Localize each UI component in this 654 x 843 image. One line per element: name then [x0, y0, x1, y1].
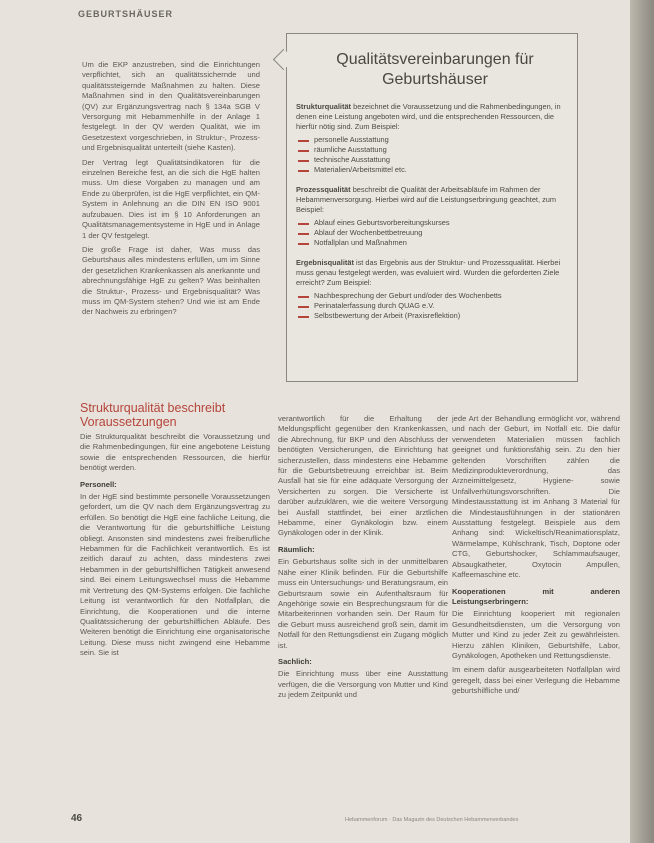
page-footer: Hebammenforum · Das Magazin des Deutschen Hebammenverbandes: [345, 817, 519, 823]
result-paragraph: Ergebnisqualität ist das Ergebnis aus der Struktur- und Prozessqualität. Hierbei muss genau festgelegt werden, was evaluiert wird. Wurden die geforderten Ziele erreicht? Zum Beispiel:: [296, 258, 561, 287]
list-item: Materialien/Arbeitsmittel etc.: [296, 165, 564, 175]
body-paragraph: Die Einrichtung muss über eine Ausstattung verfügen, die die Versorgung von Mutter und Kind zu jedem Zeitpunkt und: [278, 669, 448, 700]
subheading-raeumlich: Räumlich:: [278, 544, 315, 554]
intro-paragraph: Der Vertrag legt Qualitätsindikatoren für die einzelnen Bereiche fest, an die sich die HgE halten muss. Um diese Vorgaben zu managen und am Ende zu überprüfen, ist die HgE verpflichtet, ein QM-System in Anlehnung an die DIN EN ISO 9001 aufzubauen. Dies ist im § 10 Anforderungen an Qualitätsmanagementsysteme in HgE und in Anlage 1 der QV festgelegt.: [82, 157, 260, 240]
page-number: 46: [71, 813, 83, 824]
body-paragraph: In der HgE sind bestimmte personelle Voraussetzungen gefordert, um die QV nach dem Ergänzungsvertrag zu erfüllen. So benötigt die HgE eine fachliche Leitung, die die Verantwortung für die geburtshilfliche Leistung obliegt. Ansonsten sind mindestens zwei freiberufliche Hebammen für die Fachlichkeit verantwortlich. Es ist zeitlich darauf zu achten, dass mindestens zwei Hebammen in der geburtshilflichen Tätigkeit anwesend sind. Bei einem Leitungswechsel muss die Hebamme mit Vertretung des QM-Systems erfolgen. Die fachliche Leitung ist verantwortlich für den Notfallplan, die Einrichtung, die Kooperationen und die interne Qualitätssicherung der geburtshilflichen Abläufe. Des Weiteren benötigt die Einrichtung eine organisatorische Leitung. Diese muss nicht zwingend eine Hebamme sein. Sie ist: [80, 492, 270, 658]
body-column-1: [80, 432, 270, 663]
info-box-body: [296, 102, 564, 331]
list-item: Selbstbewertung der Arbeit (Praxisreflektion): [296, 311, 564, 321]
list-item: räumliche Ausstattung: [296, 145, 564, 155]
result-list: [296, 291, 564, 321]
process-list: [296, 218, 564, 248]
body-paragraph: Die Strukturqualität beschreibt die Voraussetzung und die Rahmenbedingungen, für eine angebotene Leistung sowie die entsprechenden Ressourcen, die hierfür benötigt werden.: [80, 432, 270, 473]
list-item: Nachbesprechung der Geburt und/oder des Wochenbetts: [296, 291, 564, 301]
list-item: Perinatalerfassung durch QUAG e.V.: [296, 301, 564, 311]
subheading-sachlich: Sachlich:: [278, 656, 312, 666]
body-paragraph: Ein Geburtshaus sollte sich in der unmittelbaren Nähe einer Klinik befinden. Für die Geburtshilfe muss ein Untersuchungs- und Beratungsraum, ein Geburtsraum sowie ein Aufenthaltsraum für Angehörige sowie ein Besprechungsraum für die Mitarbeiterinnen vorhanden sein. Der Raum für die Geburt muss ausreichend groß sein, damit im Notfall für den Rettungsdienst ein Zugang möglich ist.: [278, 557, 448, 650]
list-item: personelle Ausstattung: [296, 135, 564, 145]
list-item: Ablauf eines Geburtsvorbereitungskurses: [296, 218, 564, 228]
body-column-3: [452, 414, 620, 701]
body-paragraph: Die Einrichtung kooperiert mit regionalen Gesundheitsdiensten, um die Versorgung von Mutter und Kind zu jeder Zeit zu gewährleisten. Hierzu zählen Kliniken, Geburtshilfe, Labor, Gynäkologen, Apotheken und Rettungsdienste.: [452, 609, 620, 660]
info-box-title: Qualitätsvereinbarungen für Geburtshäuser: [336, 51, 534, 88]
body-paragraph: jede Art der Behandlung ermöglicht vor, während und nach der Geburt, im Notfall etc. Die dafür verwendeten Materialien müssen fachlich geeignet und funktionsfähig sein. Zu den hier geltenden Vorschriften zählen die Medizinprodukteverordnung, das Arzneimittelgesetz, Hygiene- sowie Unfallverhütungsvorschriften. Die Mindestausstattung ist im Anhang 3 Material für die Mindestausführungen in der stationären Ausstattung festgelegt. Beispiele aus dem Anhang sind: Wickeltisch/Reanimationsplatz, Wärmelampe, Kühlschrank, Tisch, Doptone oder CTG, Geburtshocker, Schlammaufsauger, Absaugkatheter, Oxytocin Ampullen, Kaffeemaschine etc.: [452, 414, 620, 580]
structure-list: [296, 135, 564, 175]
subheading-kooperationen: Kooperationen mit anderen Leistungserbringern:: [452, 586, 620, 606]
list-item: Notfallplan und Maßnahmen: [296, 238, 564, 248]
facing-page-edge: [630, 0, 654, 843]
body-paragraph: verantwortlich für die Erhaltung der Meldungspflicht gegenüber den Krankenkassen, die Abrechnung, für BKP und den Abschluss der benötigten Versicherungen, die Einrichtung hat sicherzustellen, dass mindestens eine Hebamme für die Geburtsbetreuung erreichbar ist. Beim Ausfall hat sie für eine adäquate Versorgung der Versicherten zu sorgen. Die Versicherte ist darüber aufzuklären, wie die weitere Versorgung bei Ausfall stattfindet, bei einer ärztlichen Hebamme, einer Gynäkologin bzw. einem Gynäkologen oder in der Klinik.: [278, 414, 448, 538]
intro-paragraph: Um die EKP anzustreben, sind die Einrichtungen verpflichtet, sich an qualitätssichernde und qualitätssteigernde Maßnahmen zu halten. Diese Maßnahmen sind in den Qualitätsvereinbarungen (QV) zur Ergänzungsvertrag nach § 134a SGB V Versorgung mit Hebammenhilfe in der Anlage 1 festgelegt. In der QV werden Qualität, wie im Gesetzestext vorgeschrieben, in Struktur-, Prozess- und Ergebnisqualität unterteilt (siehe Kasten).: [82, 60, 260, 153]
intro-paragraph: Die große Frage ist daher, Was muss das Geburtshaus alles mindestens erfüllen, um im Sinne der gesetzlichen Krankenkassen als anerkannte und abrechnungsfähige HgE zu gelten? Was beinhalten die Struktur-, Prozess- und Ergebnisqualität? Was muss im QM-System stehen? Und wie ist am Ende der Nachweis zu erbringen?: [82, 244, 260, 317]
section-heading: Strukturqualität beschreibt Voraussetzungen: [80, 401, 226, 429]
body-paragraph: Im einem dafür ausgearbeiteten Notfallplan wird geregelt, dass bei einer Verlegung die Hebamme geburtshilfliche und/: [452, 665, 620, 696]
running-head: GEBURTSHÄUSER: [78, 9, 174, 19]
list-item: technische Ausstattung: [296, 155, 564, 165]
subheading-personal: Personell:: [80, 479, 117, 489]
process-paragraph: Prozessqualität beschreibt die Qualität der Arbeitsabläufe im Rahmen der Hebammenversorgung. Hierbei wird auf die Leistungserbringung geachtet, zum Beispiel:: [296, 185, 557, 214]
structure-paragraph: Strukturqualität bezeichnet die Voraussetzung und die Rahmenbedingungen, in denen eine Leistung angeboten wird, und die entsprechenden Ressourcen, die hierfür nötig sind. Zum Beispiel:: [296, 102, 561, 131]
body-column-2: [278, 414, 448, 705]
list-item: Ablauf der Wochenbettbetreuung: [296, 228, 564, 238]
intro-column: [82, 60, 260, 322]
